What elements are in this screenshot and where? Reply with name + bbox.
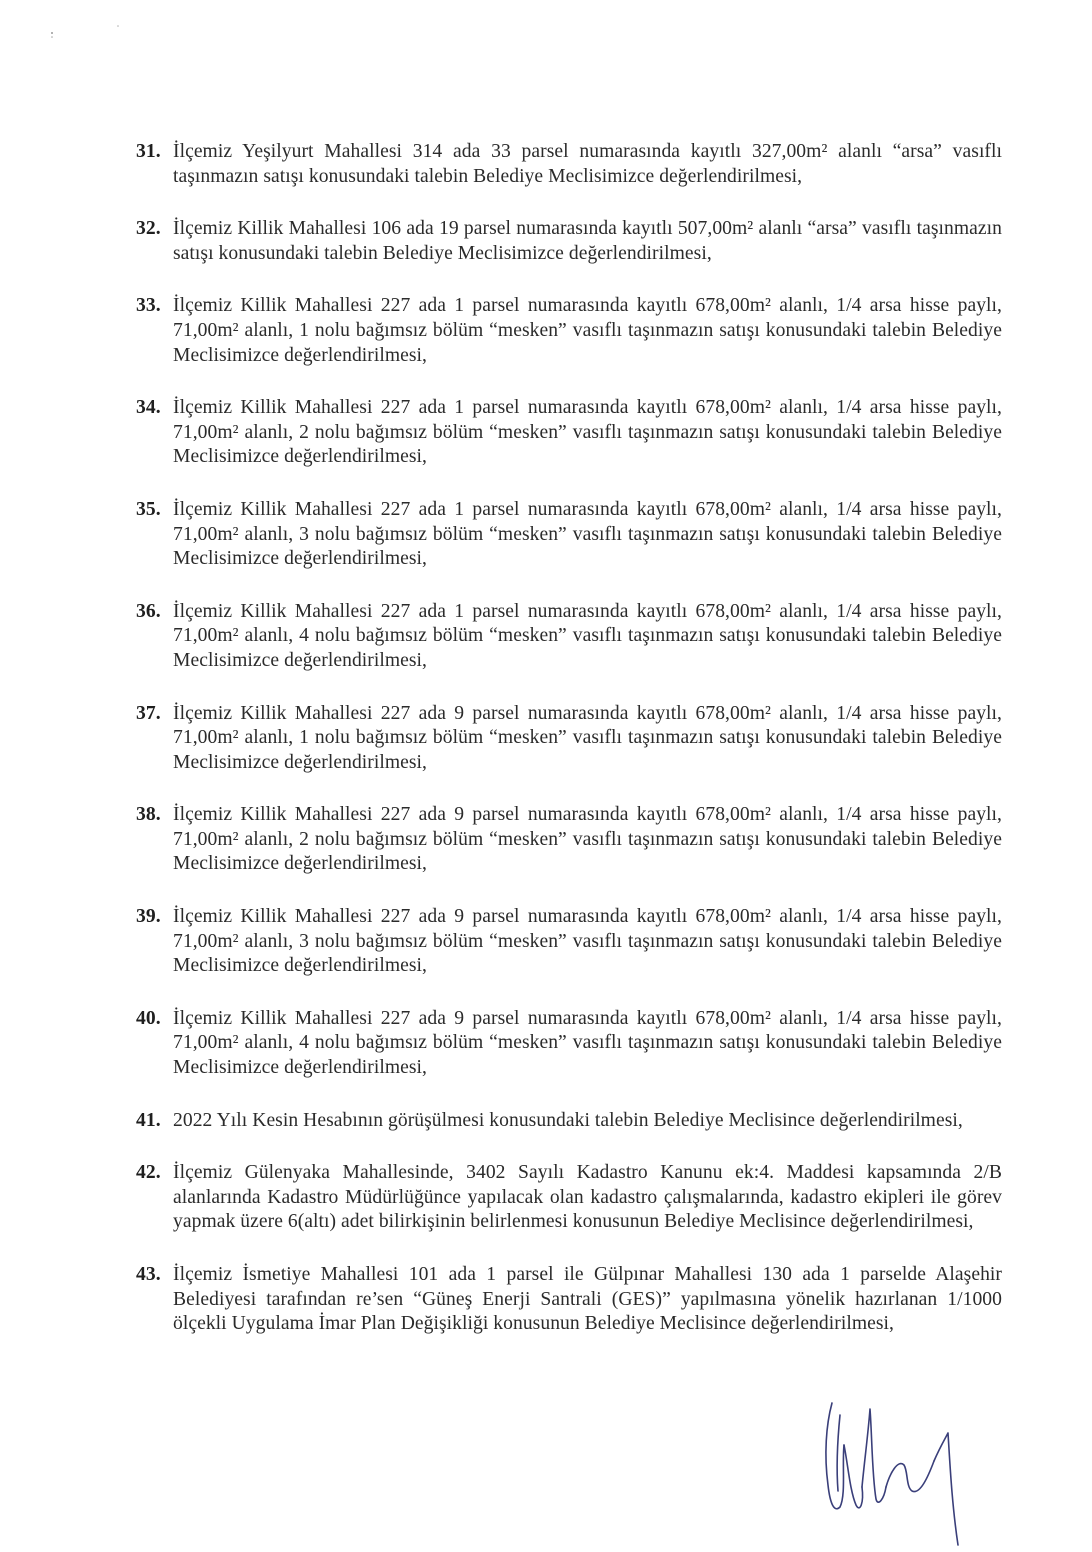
handwritten-signature-icon: [812, 1395, 972, 1550]
item-text: İlçemiz Killik Mahallesi 227 ada 1 parsel numarasında kayıtlı 678,00m² alanlı, 1/4 arsa hisse paylı, 71,00m² alanlı, 2 nolu bağımsız bölüm “mesken” vasıflı taşınmazın satışı konusundaki talebin Belediye Meclisimizce değerlendirilmesi,: [173, 397, 1002, 468]
item-text: İlçemiz İsmetiye Mahallesi 101 ada 1 parsel ile Gülpınar Mahallesi 130 ada 1 parselde Alaşehir Belediyesi tarafından re’sen “Güneş Enerji Santrali (GES)” yapılmasına yönelik hazırlanan 1/1000 ölçekli Uygulama İmar Plan Değişikliği konusunun Belediye Meclisince değerlendirilmesi,: [173, 1264, 1002, 1335]
item-number: 34.: [136, 397, 161, 419]
agenda-item: [136, 1161, 1002, 1235]
item-number: 41.: [136, 1109, 161, 1131]
agenda-item: [136, 217, 1002, 266]
item-number: 39.: [136, 906, 161, 928]
item-text: İlçemiz Killik Mahallesi 227 ada 1 parsel numarasında kayıtlı 678,00m² alanlı, 1/4 arsa hisse paylı, 71,00m² alanlı, 4 nolu bağımsız bölüm “mesken” vasıflı taşınmazın satışı konusundaki talebin Belediye Meclisimizce değerlendirilmesi,: [173, 600, 1002, 671]
item-number: 31.: [136, 141, 161, 162]
item-text: İlçemiz Killik Mahallesi 227 ada 9 parsel numarasında kayıtlı 678,00m² alanlı, 1/4 arsa hisse paylı, 71,00m² alanlı, 1 nolu bağımsız bölüm “mesken” vasıflı taşınmazın satışı konusundaki talebin Belediye Meclisimizce değerlendirilmesi,: [173, 702, 1002, 773]
agenda-item: [136, 905, 1002, 979]
item-text: İlçemiz Killik Mahallesi 227 ada 9 parsel numarasında kayıtlı 678,00m² alanlı, 1/4 arsa hisse paylı, 71,00m² alanlı, 4 nolu bağımsız bölüm “mesken” vasıflı taşınmazın satışı konusundaki talebin Belediye Meclisimizce değerlendirilmesi,: [173, 1007, 1002, 1079]
agenda-item: [136, 600, 1002, 674]
item-text: İlçemiz Killik Mahallesi 227 ada 1 parsel numarasında kayıtlı 678,00m² alanlı, 1/4 arsa hisse paylı, 71,00m² alanlı, 3 nolu bağımsız bölüm “mesken” vasıflı taşınmazın satışı konusundaki talebin Belediye Meclisimizce değerlendirilmesi,: [173, 498, 1002, 570]
item-number: 32.: [136, 218, 161, 240]
agenda-item: [136, 140, 1002, 189]
scan-specks: [40, 18, 140, 48]
item-number: 43.: [136, 1264, 161, 1285]
agenda-item: [136, 294, 1002, 368]
item-number: 42.: [136, 1162, 161, 1184]
item-text: İlçemiz Yeşilyurt Mahallesi 314 ada 33 parsel numarasında kayıtlı 327,00m² alanlı “arsa” vasıflı taşınmazın satışı konusundaki talebin Belediye Meclisimizce değerlendirilmesi,: [173, 141, 1002, 187]
item-number: 37.: [136, 702, 161, 724]
item-text: İlçemiz Killik Mahallesi 227 ada 9 parsel numarasında kayıtlı 678,00m² alanlı, 1/4 arsa hisse paylı, 71,00m² alanlı, 2 nolu bağımsız bölüm “mesken” vasıflı taşınmazın satışı konusundaki talebin Belediye Meclisimizce değerlendirilmesi,: [173, 804, 1002, 875]
item-text: İlçemiz Killik Mahallesi 227 ada 1 parsel numarasında kayıtlı 678,00m² alanlı, 1/4 arsa hisse paylı, 71,00m² alanlı, 1 nolu bağımsız bölüm “mesken” vasıflı taşınmazın satışı konusundaki talebin Belediye Meclisimizce değerlendirilmesi,: [173, 295, 1002, 366]
item-number: 36.: [136, 600, 161, 622]
agenda-item: [136, 803, 1002, 877]
item-number: 38.: [136, 804, 161, 826]
item-text: İlçemiz Gülenyaka Mahallesinde, 3402 Sayılı Kadastro Kanunu ek:4. Maddesi kapsamında 2/B alanlarında Kadastro Müdürlüğünce yapılacak olan kadastro çalışmalarında, kadastro ekipleri ile görev yapmak üzere 6(altı) adet bilirkişinin belirlenmesi konusunun Belediye Meclisince değerlendirilmesi,: [173, 1162, 1002, 1233]
agenda-item: [136, 702, 1002, 776]
agenda-item: [136, 1007, 1002, 1081]
item-number: 40.: [136, 1007, 161, 1029]
item-text: İlçemiz Killik Mahallesi 106 ada 19 parsel numarasında kayıtlı 507,00m² alanlı “arsa” vasıflı taşınmazın satışı konusundaki talebin Belediye Meclisimizce değerlendirilmesi,: [173, 218, 1002, 264]
item-text: 2022 Yılı Kesin Hesabının görüşülmesi konusundaki talebin Belediye Meclisince değerlendirilmesi,: [173, 1109, 963, 1131]
agenda-item: [136, 1263, 1002, 1337]
item-number: 33.: [136, 295, 161, 317]
agenda-item: [136, 1109, 1002, 1134]
agenda-item: [136, 498, 1002, 572]
item-text: İlçemiz Killik Mahallesi 227 ada 9 parsel numarasında kayıtlı 678,00m² alanlı, 1/4 arsa hisse paylı, 71,00m² alanlı, 3 nolu bağımsız bölüm “mesken” vasıflı taşınmazın satışı konusundaki talebin Belediye Meclisimizce değerlendirilmesi,: [173, 906, 1002, 977]
agenda-item: [136, 396, 1002, 470]
agenda-list: [136, 140, 1002, 1365]
item-number: 35.: [136, 498, 161, 520]
